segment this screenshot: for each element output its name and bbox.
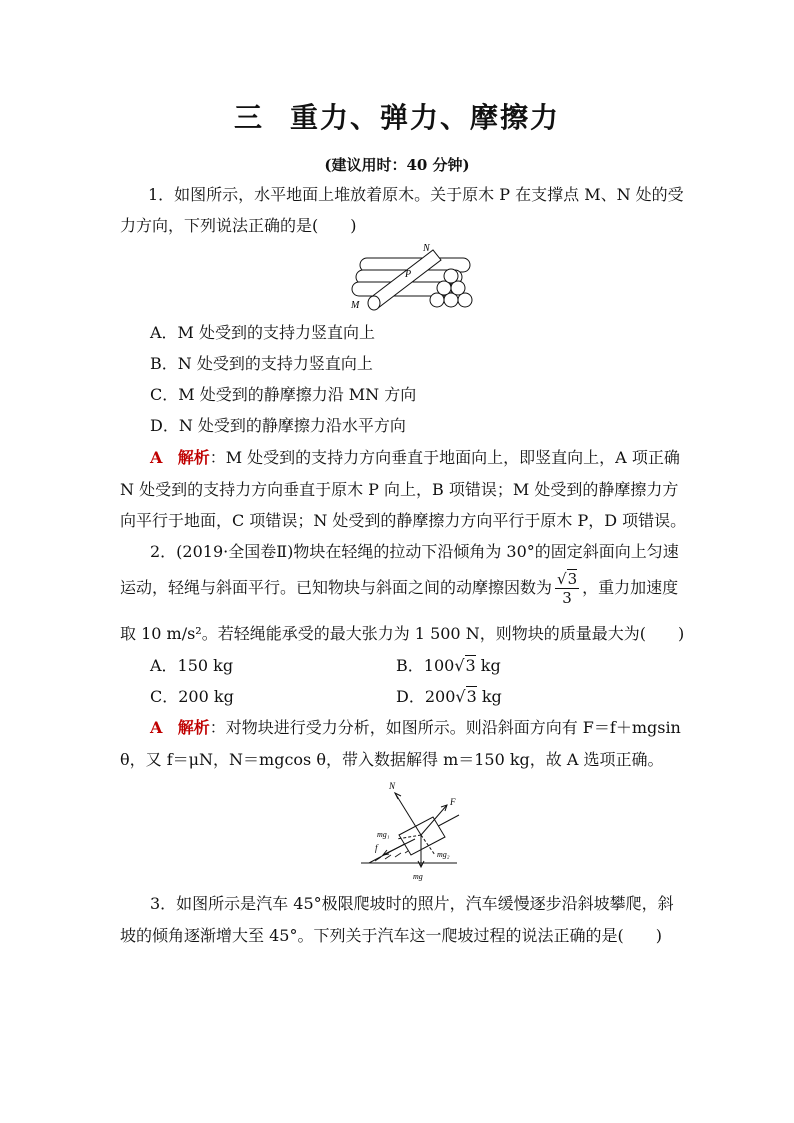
q2-option-d-radicand: 3 <box>466 687 477 706</box>
section-title <box>0 96 794 136</box>
q2-stem-line1: 2．(2019·全国卷Ⅱ)物块在轻绳的拉动下沿倾角为 30°的固定斜面向上匀速 <box>150 542 679 561</box>
q2-analysis-line1 <box>150 717 681 739</box>
q2-stem-line2a: 运动，轻绳与斜面平行。已知物块与斜面之间的动摩擦因数为 <box>120 578 553 597</box>
q1-analysis-line3: 向平行于地面，C 项错误；N 处受到的静摩擦力方向平行于原木 P，D 项错误。 <box>120 511 687 530</box>
q1-stem-line2: 力方向，下列说法正确的是( ) <box>120 216 357 235</box>
q2-option-d: D．200√3 kg <box>396 687 502 706</box>
q1-analysis-line1 <box>150 447 680 469</box>
label-mg1: mg₁ <box>377 830 390 839</box>
label-m: M <box>351 300 360 311</box>
q2-stem-line2 <box>120 570 678 607</box>
q1-analysis-line2: N 处受到的支持力方向垂直于原木 P 向上，B 项错误；M 处受到的静摩擦力方 <box>120 480 679 499</box>
q2-option-a: A．150 kg <box>150 656 234 675</box>
label-mg2: mg₂ <box>437 850 450 859</box>
log-p-end <box>368 296 380 310</box>
q1-analysis-label: 解析 <box>177 448 210 467</box>
label-friction: f <box>375 843 378 853</box>
q1-option-c: C．M 处受到的静摩擦力沿 MN 方向 <box>150 385 417 404</box>
q1-option-d: D．N 处受到的静摩擦力沿水平方向 <box>150 416 406 435</box>
section-title-text: 重力、弹力、摩擦力 <box>290 101 561 134</box>
q2-option-c: C．200 kg <box>150 687 234 706</box>
q2-option-d-pre: D．200 <box>396 687 456 706</box>
q3-stem-line2: 坡的倾角逐渐增大至 45°。下列关于汽车这一爬坡过程的说法正确的是( ) <box>120 926 662 945</box>
q2-stem-line3: 取 10 m/s²。若轻绳能承受的最大张力为 1 500 N，则物块的质量最大为( ) <box>120 624 685 643</box>
q2-answer: A <box>150 718 163 737</box>
force-diagram <box>355 775 475 885</box>
friction-coefficient-fraction: $\frac{√3}{3}$ <box>557 570 578 607</box>
q1-option-a: A．M 处受到的支持力竖直向上 <box>150 323 376 342</box>
fraction-numerator: 3 <box>567 570 578 588</box>
logs-figure <box>345 240 480 315</box>
force-n-arrow <box>395 793 421 835</box>
suggested-time: (建议用时：40 分钟) <box>324 156 470 174</box>
q3-stem-line1: 3．如图所示是汽车 45°极限爬坡时的照片，汽车缓慢逐步沿斜坡攀爬，斜 <box>150 894 674 913</box>
label-p: P <box>405 269 412 280</box>
label-mg: mg <box>413 872 423 881</box>
q2-analysis-line2: θ，又 f＝μN，N＝mgcos θ，带入数据解得 m＝150 kg，故 A 选项正确。 <box>120 750 664 769</box>
q2-analysis-text1: ：对物块进行受力分析，如图所示。则沿斜面方向有 F＝f＋mgsin <box>209 718 681 737</box>
q2-analysis-label: 解析 <box>177 718 210 737</box>
fraction-denominator: 3 <box>562 589 572 607</box>
label-n-force: N <box>389 781 396 791</box>
q2-option-b-unit: kg <box>475 656 501 675</box>
q1-option-b: B．N 处受到的支持力竖直向上 <box>150 354 373 373</box>
label-f-force: F <box>450 797 456 807</box>
log-end-6 <box>444 269 458 283</box>
q2-stem-line2b: ，重力加速度 <box>582 578 679 597</box>
q2-option-b-radicand: 3 <box>465 656 476 675</box>
q2-option-b-pre: B．100 <box>396 656 455 675</box>
label-n: N <box>423 243 430 254</box>
q1-stem-line1: 1．如图所示，水平地面上堆放着原木。关于原木 P 在支撑点 M、N 处的受 <box>148 185 684 204</box>
q1-answer: A <box>150 448 163 467</box>
q1-analysis-text1: ：M 处受到的支持力方向垂直于地面向上，即竖直向上，A 项正确 <box>209 448 680 467</box>
q2-option-b: B．100√3 kg <box>396 656 501 675</box>
section-number: 三 <box>233 101 264 134</box>
q2-option-d-unit: kg <box>476 687 502 706</box>
